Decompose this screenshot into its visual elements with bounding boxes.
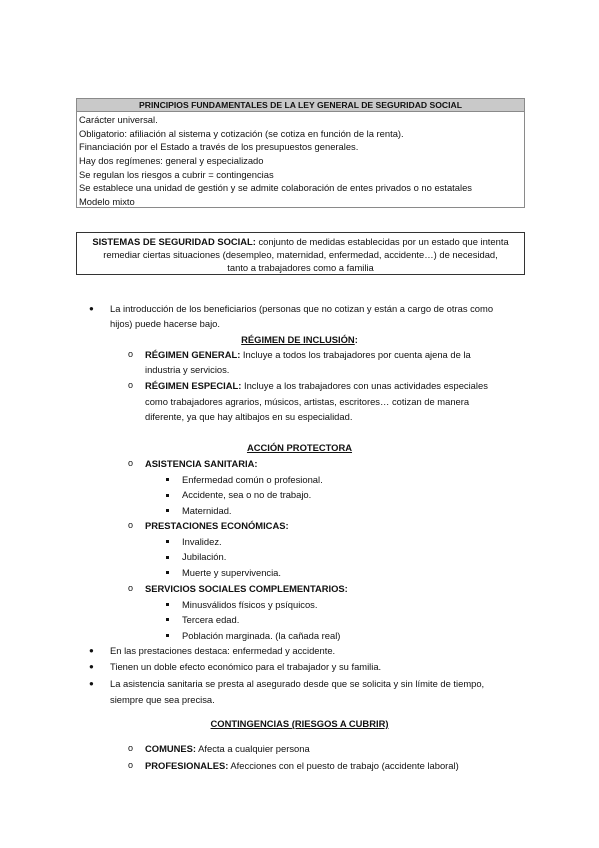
regimen-general-line-1: [145, 349, 471, 360]
regimen-general-label: RÉGIMEN GENERAL:: [145, 349, 241, 360]
sistemas-box: [76, 232, 525, 275]
circle-bullet-icon: o: [128, 520, 134, 530]
accion-heading: ACCIÓN PROTECTORA: [246, 442, 353, 453]
principle-item: Carácter universal.: [79, 114, 158, 125]
regimen-heading-row: [0, 334, 599, 345]
contingencias-comunes: [145, 743, 310, 754]
note-item: En las prestaciones destaca: enfermedad y accidente.: [110, 645, 336, 656]
intro-line-1: La introducción de los beneficiarios (personas que no cotizan y están a cargo de otras como: [110, 303, 494, 314]
comunes-label: COMUNES:: [145, 743, 197, 754]
sistemas-label: SISTEMAS DE SEGURIDAD SOCIAL:: [92, 236, 256, 247]
circle-bullet-icon: o: [128, 743, 134, 753]
square-bullet-icon: [166, 603, 169, 606]
asistencia-item: Maternidad.: [182, 505, 232, 516]
square-bullet-icon: [166, 571, 169, 574]
regimen-especial-line-2: como trabajadores agrarios, músicos, artistas, escritores… cotizan de manera: [145, 396, 470, 407]
regimen-especial-text: Incluye a los trabajadores con unas actividades especiales: [241, 380, 488, 391]
principle-item: Se establece una unidad de gestión y se admite colaboración de entes privados o no estatales: [79, 182, 472, 194]
servicios-item: Población marginada. (la cañada real): [182, 630, 341, 641]
regimen-general-line-2: industria y servicios.: [145, 364, 230, 375]
prestaciones-label: PRESTACIONES ECONÓMICAS:: [145, 520, 289, 531]
square-bullet-icon: [166, 509, 169, 512]
regimen-heading: RÉGIMEN DE INCLUSIÓN: [241, 334, 355, 345]
asistencia-item: Enfermedad común o profesional.: [182, 474, 323, 485]
profesionales-label: PROFESIONALES:: [145, 760, 229, 771]
asistencia-label: ASISTENCIA SANITARIA:: [145, 458, 258, 469]
regimen-especial-line-3: diferente, ya que hay altibajos en su especialidad.: [145, 411, 353, 422]
square-bullet-icon: [166, 478, 169, 481]
square-bullet-icon: [166, 494, 169, 497]
bullet-icon: ●: [89, 679, 94, 688]
sistemas-text-1: conjunto de medidas establecidas por un estado que intenta: [255, 236, 509, 247]
principle-item: Obligatorio: afiliación al sistema y cotización (se cotiza en función de la renta).: [79, 127, 404, 139]
circle-bullet-icon: o: [128, 760, 134, 770]
contingencias-heading: CONTINGENCIAS (RIESGOS A CUBRIR): [210, 718, 389, 729]
principles-title: PRINCIPIOS FUNDAMENTALES DE LA LEY GENERAL DE SEGURIDAD SOCIAL: [77, 99, 524, 112]
sistemas-text-3: tanto a trabajadores como a familia: [227, 262, 374, 274]
bullet-icon: ●: [89, 646, 94, 655]
bullet-icon: ●: [89, 662, 94, 671]
square-bullet-icon: [166, 556, 169, 559]
contingencias-profesionales: [145, 760, 459, 771]
circle-bullet-icon: o: [128, 583, 134, 593]
regimen-especial-label: RÉGIMEN ESPECIAL:: [145, 380, 242, 391]
prestaciones-item: Invalidez.: [182, 536, 222, 547]
asistencia-item: Accidente, sea o no de trabajo.: [182, 489, 312, 500]
contingencias-heading-row: [0, 718, 599, 729]
note-item: Tienen un doble efecto económico para el trabajador y su familia.: [110, 661, 382, 672]
servicios-item: Tercera edad.: [182, 614, 240, 625]
regimen-especial-line-1: [145, 380, 488, 391]
regimen-general-text: Incluye a todos los trabajadores por cuenta ajena de la: [240, 349, 471, 360]
circle-bullet-icon: o: [128, 458, 134, 468]
circle-bullet-icon: o: [128, 380, 134, 390]
principle-item: Financiación por el Estado a través de los presupuestos generales.: [79, 141, 359, 153]
comunes-text: Afecta a cualquier persona: [196, 743, 310, 754]
sistemas-line-1: [77, 235, 524, 248]
principles-box: [76, 98, 525, 208]
sistemas-text-2: remediar ciertas situaciones (desempleo, maternidad, enfermedad, accidente…) de necesidad,: [103, 249, 498, 261]
bullet-icon: ●: [89, 304, 94, 313]
square-bullet-icon: [166, 618, 169, 621]
square-bullet-icon: [166, 634, 169, 637]
circle-bullet-icon: o: [128, 349, 134, 359]
servicios-item: Minusválidos físicos y psíquicos.: [182, 599, 318, 610]
square-bullet-icon: [166, 540, 169, 543]
prestaciones-item: Muerte y supervivencia.: [182, 567, 282, 578]
note-item: La asistencia sanitaria se presta al asegurado desde que se solicita y sin límite de tiempo,: [110, 678, 485, 689]
principle-item: Hay dos regímenes: general y especializado: [79, 155, 264, 167]
principle-item: Se regulan los riesgos a cubrir = contingencias: [79, 168, 274, 180]
regimen-heading-colon: :: [354, 334, 358, 345]
profesionales-text: Afecciones con el puesto de trabajo (accidente laboral): [228, 760, 459, 771]
servicios-label: SERVICIOS SOCIALES COMPLEMENTARIOS:: [145, 583, 348, 594]
prestaciones-item: Jubilación.: [182, 551, 227, 562]
intro-line-2: hijos) puede hacerse bajo.: [110, 318, 220, 329]
accion-heading-row: [0, 442, 599, 453]
principles-list: [77, 112, 524, 209]
note-item-continuation: siempre que sea precisa.: [110, 694, 215, 705]
principle-item: Modelo mixto: [79, 196, 135, 208]
